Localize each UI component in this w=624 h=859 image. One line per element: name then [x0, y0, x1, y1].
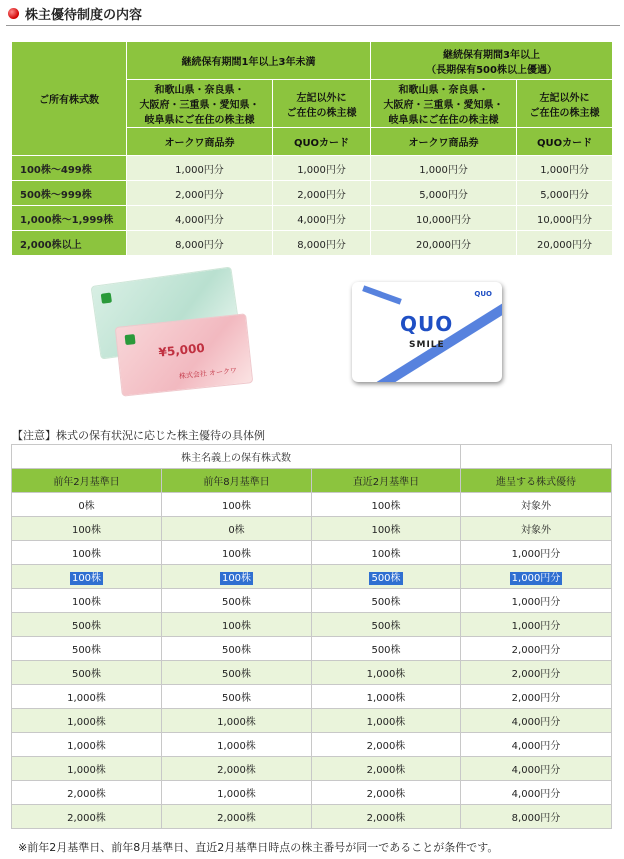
table-cell: 500株: [12, 637, 162, 661]
table-row: 100株～499株 1,000円分 1,000円分 1,000円分 1,000円分: [12, 156, 613, 181]
example-table: [11, 444, 612, 829]
table-cell: 対象外: [461, 493, 612, 517]
table-cell: 100株: [12, 565, 162, 589]
table-cell: 100株: [312, 493, 461, 517]
quo-logo: QUO: [400, 312, 454, 336]
table-cell: 0株: [12, 493, 162, 517]
footnote: ※前年2月基準日、前年8月基準日、直近2月基準日時点の株主番号が同一であることが条件です。: [18, 841, 499, 854]
product-header: QUOカード: [273, 128, 371, 156]
table-cell: 8,000円分: [461, 805, 612, 829]
table-cell: 2,000株: [312, 733, 461, 757]
table-row: 500株～999株 2,000円分 2,000円分 5,000円分 5,000円分: [12, 181, 613, 206]
table-cell: 500株: [12, 613, 162, 637]
table-row: [12, 637, 612, 661]
table-cell: 1,000円分: [461, 613, 612, 637]
region-b-header: 左記以外に ご在住の株主様: [517, 80, 613, 128]
table-cell: 100株: [162, 493, 312, 517]
table-cell: 500株: [162, 685, 312, 709]
section-title: [8, 2, 142, 24]
table-cell: 4,000円分: [461, 733, 612, 757]
table-row: [12, 757, 612, 781]
table-row: 2,000株以上 8,000円分 8,000円分 20,000円分 20,000円分: [12, 231, 613, 256]
table-cell: 500株: [312, 565, 461, 589]
region-a-header: 和歌山県・奈良県・ 大阪府・三重県・愛知県・ 岐阜県にご在住の株主様: [371, 80, 517, 128]
table-cell: 2,000株: [12, 805, 162, 829]
table-cell: 500株: [162, 637, 312, 661]
table-cell: 2,000円分: [461, 685, 612, 709]
table-row: [12, 517, 612, 541]
table-cell: 100株: [12, 541, 162, 565]
table-row: [12, 541, 612, 565]
product-header: オークワ商品券: [127, 128, 273, 156]
table-cell: 100株: [312, 517, 461, 541]
corner-header: ご所有株式数: [12, 42, 127, 156]
group-header-2-line1: 継続保有期間3年以上: [443, 49, 540, 61]
table-cell: 500株: [162, 661, 312, 685]
section-title-text: 株主優待制度の内容: [25, 7, 143, 23]
table-cell: 1,000株: [12, 757, 162, 781]
card-images: [0, 262, 624, 392]
table-cell: 1,000株: [312, 685, 461, 709]
table-cell: 500株: [312, 613, 461, 637]
table-cell: 500株: [312, 589, 461, 613]
table-cell: 0株: [162, 517, 312, 541]
table-row: [12, 493, 612, 517]
table-row: [12, 733, 612, 757]
table-cell: 1,000円分: [461, 541, 612, 565]
table-cell: 1,000株: [12, 733, 162, 757]
table-cell: 500株: [312, 637, 461, 661]
example-table-body: [12, 493, 612, 829]
gift-card-amount: ¥5,000: [157, 340, 206, 360]
table-cell: 1,000円分: [461, 565, 612, 589]
table-cell: 1,000株: [12, 709, 162, 733]
column-header: 前年2月基準日: [12, 469, 162, 493]
table-cell: 1,000株: [12, 685, 162, 709]
table-cell: 4,000円分: [461, 757, 612, 781]
table-cell: 2,000株: [162, 805, 312, 829]
benefits-table: [11, 41, 613, 256]
table-cell: 500株: [162, 589, 312, 613]
group-header-2: [371, 42, 613, 80]
table-row: [12, 781, 612, 805]
table-row: [12, 661, 612, 685]
table-cell: 1,000株: [162, 709, 312, 733]
note-heading: 【注意】株式の保有状況に応じた株主優待の具体例: [12, 429, 265, 442]
table-cell: 対象外: [461, 517, 612, 541]
table-cell: 4,000円分: [461, 781, 612, 805]
table-cell: 1,000株: [162, 781, 312, 805]
table-cell: 100株: [162, 613, 312, 637]
table-cell: 2,000株: [12, 781, 162, 805]
column-header: 進呈する株式優待: [461, 469, 612, 493]
table-row: [12, 613, 612, 637]
table-cell: 100株: [312, 541, 461, 565]
table-row: [12, 589, 612, 613]
quo-smile: SMILE: [409, 340, 445, 350]
table-row: 1,000株～1,999株 4,000円分 4,000円分 10,000円分 10,000円分: [12, 206, 613, 231]
table-cell: 100株: [12, 589, 162, 613]
table-cell: 1,000株: [312, 661, 461, 685]
red-bullet-icon: [8, 8, 19, 19]
quo-brand: QUO: [474, 290, 492, 298]
product-header: QUOカード: [517, 128, 613, 156]
product-header: オークワ商品券: [371, 128, 517, 156]
title-divider: [6, 25, 620, 26]
table-cell: 100株: [162, 565, 312, 589]
table-row: [12, 709, 612, 733]
table-cell: 2,000円分: [461, 637, 612, 661]
table-row: [12, 685, 612, 709]
table-cell: 2,000株: [162, 757, 312, 781]
table-cell: 2,000株: [312, 757, 461, 781]
table-cell: 1,000円分: [461, 589, 612, 613]
table-cell: 1,000株: [162, 733, 312, 757]
gift-card-logo: 株式会社 オークワ: [178, 366, 238, 381]
column-header: 直近2月基準日: [312, 469, 461, 493]
table-cell: 500株: [12, 661, 162, 685]
group-header-2-line2: （長期保有500株以上優遇）: [426, 64, 557, 76]
region-b-header: 左記以外に ご在住の株主様: [273, 80, 371, 128]
quo-card-image: [352, 282, 502, 382]
table-cell: 2,000株: [312, 805, 461, 829]
table-cell: 100株: [162, 541, 312, 565]
table-row: [12, 565, 612, 589]
region-a-header: 和歌山県・奈良県・ 大阪府・三重県・愛知県・ 岐阜県にご在住の株主様: [127, 80, 273, 128]
table-row: [12, 805, 612, 829]
table-cell: 2,000円分: [461, 661, 612, 685]
column-header: 前年8月基準日: [162, 469, 312, 493]
table-cell: 2,000株: [312, 781, 461, 805]
group-header: 株主名義上の保有株式数: [12, 445, 461, 469]
okuwa-gift-card-image: [115, 313, 254, 396]
table-cell: 4,000円分: [461, 709, 612, 733]
table-cell: 1,000株: [312, 709, 461, 733]
table-cell: 100株: [12, 517, 162, 541]
group-header-1: 継続保有期間1年以上3年未満: [127, 42, 371, 80]
